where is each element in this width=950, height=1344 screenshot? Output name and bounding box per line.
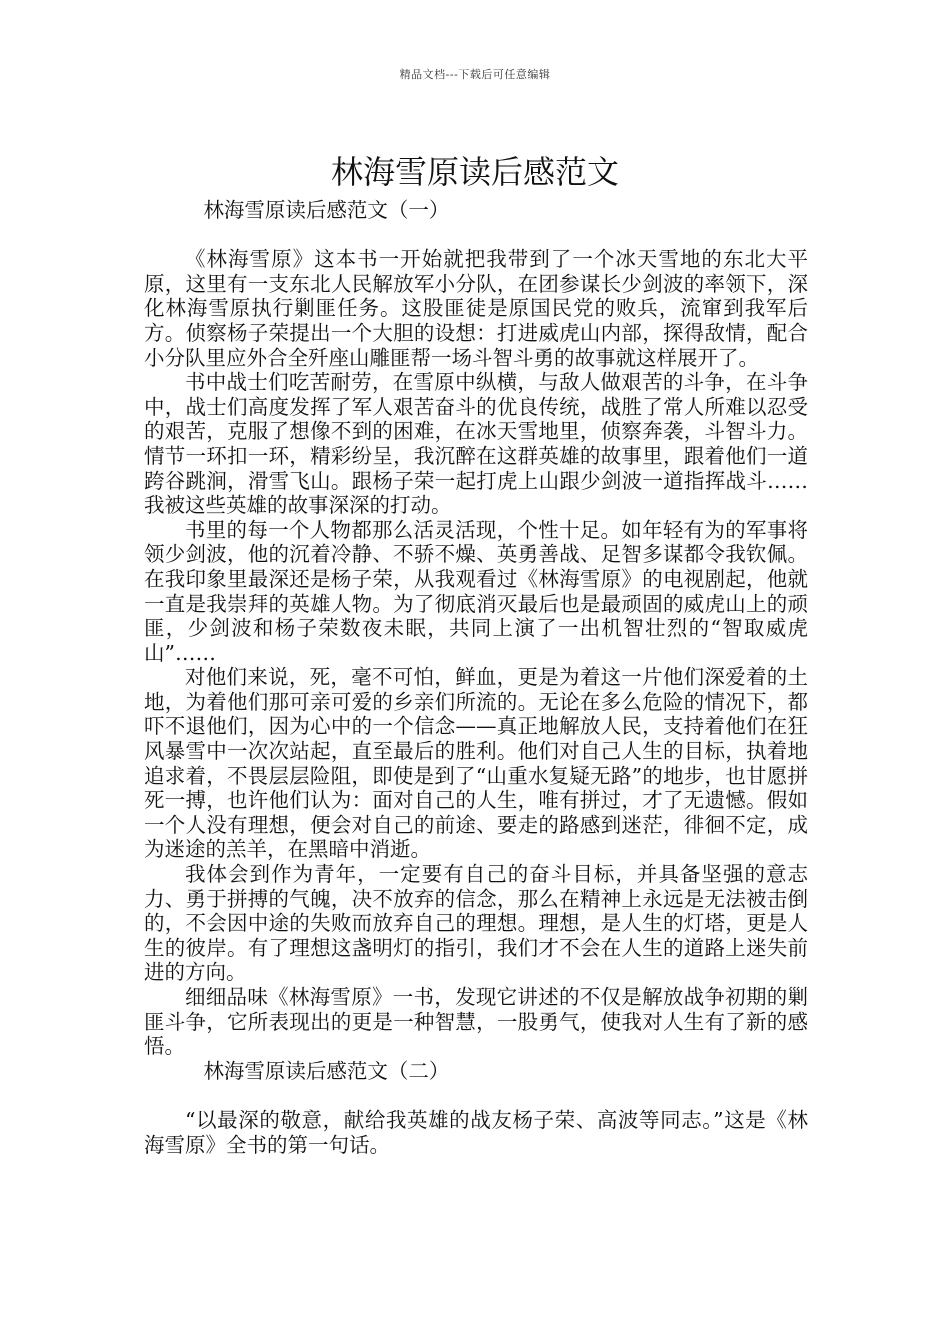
paragraph: 《林海雪原》这本书一开始就把我带到了一个冰天雪地的东北大平原，这里有一支东北人民解放军小分队，在团参谋长少剑波的率领下，深化林海雪原执行剿匪任务。这股匪徒是原国民党的败兵，流窜到我军后方。侦察杨子荣提出一个大胆的设想：打进威虎山内部，探得敌情，配合小分队里应外合全歼座山雕匪帮一场斗智斗勇的故事就这样展开了。 [144, 247, 808, 370]
section-heading-1: 林海雪原读后感范文（一） [203, 198, 450, 222]
paragraph: 书中战士们吃苦耐劳，在雪原中纵横，与敌人做艰苦的斗争，在斗争中，战士们高度发挥了军人艰苦奋斗的优良传统，战胜了常人所难以忍受的艰苦，克服了想像不到的困难，在冰天雪地里，侦察奔袭，斗智斗力。情节一环扣一环，精彩纷呈，我沉醉在这群英雄的故事里，跟着他们一道跨谷跳涧，滑雪飞山。跟杨子荣一起打虎上山跟少剑波一道指挥战斗……我被这些英雄的故事深深的打动。 [144, 370, 808, 518]
paragraph: 我体会到作为青年，一定要有自己的奋斗目标，并具备坚强的意志力、勇于拼搏的气魄，决不放弃的信念，那么在精神上永远是无法被击倒的，不会因中途的失败而放弃自己的理想。理想，是人生的灯塔，更是人生的彼岸。有了理想这盏明灯的指引，我们才不会在人生的道路上迷失前进的方向。 [144, 862, 808, 985]
paragraph: 书里的每一个人物都那么活灵活现，个性十足。如年轻有为的军事将领少剑波，他的沉着冷静、不骄不燥、英勇善战、足智多谋都令我钦佩。在我印象里最深还是杨子荣，从我观看过《林海雪原》的电视剧起，他就一直是我崇拜的英雄人物。为了彻底消灭最后也是最顽固的威虎山上的顽匪，少剑波和杨子荣数夜未眠，共同上演了一出机智壮烈的“智取威虎山”…… [144, 517, 808, 665]
header-note: 精品文档---下载后可任意编辑 [399, 68, 551, 81]
paragraph: 对他们来说，死，毫不可怕，鲜血，更是为着这一片他们深爱着的土地，为着他们那可亲可爱的乡亲们所流的。无论在多么危险的情况下，都吓不退他们，因为心中的一个信念——真正地解放人民，支持着他们在狂风暴雪中一次次站起，直至最后的胜利。他们对自己人生的目标，执着地追求着，不畏层层险阻，即使是到了“山重水复疑无路”的地步，也甘愿拼死一搏，也许他们认为：面对自己的人生，唯有拼过，才了无遗憾。假如一个人没有理想，便会对自己的前途、要走的路感到迷茫，徘徊不定，成为迷途的羔羊，在黑暗中消逝。 [144, 665, 808, 862]
paragraph: 细细品味《林海雪原》一书，发现它讲述的不仅是解放战争初期的剿匪斗争，它所表现出的更是一种智慧，一股勇气，使我对人生有了新的感悟。 [144, 985, 808, 1059]
paragraph: “以最深的敬意，献给我英雄的战友杨子荣、高波等同志。”这是《林海雪原》全书的第一句话。 [144, 1107, 808, 1157]
document-body [144, 198, 808, 1157]
document-title: 林海雪原读后感范文 [330, 153, 619, 192]
section-heading-2: 林海雪原读后感范文（二） [203, 1058, 450, 1083]
